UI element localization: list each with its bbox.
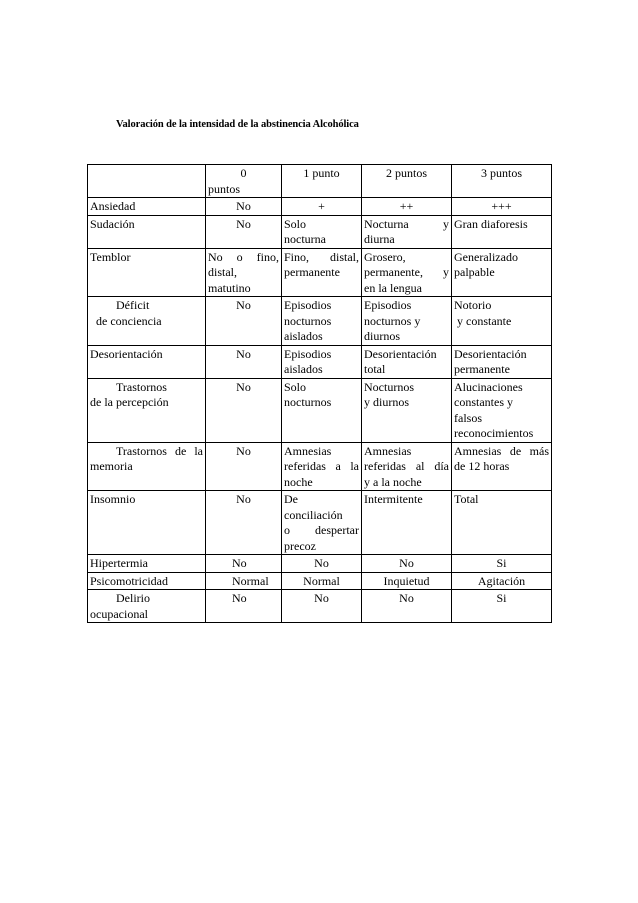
row-label-memoria: Trastornos de la memoria [88, 442, 206, 491]
cell-value: Generalizado palpable [452, 248, 552, 297]
row-label-ansiedad: Ansiedad [88, 198, 206, 216]
cell-value: Notorio y constante [452, 297, 552, 346]
table-row [88, 297, 552, 346]
row-label-percepcion: Trastornos de la percepción [88, 378, 206, 442]
table-row [88, 442, 552, 491]
header-3-puntos: 3 puntos [452, 165, 552, 198]
cell-value: No [206, 590, 282, 623]
table-row [88, 590, 552, 623]
table-row [88, 491, 552, 555]
cell-value: No [206, 215, 282, 248]
cell-value: No [206, 442, 282, 491]
row-label-deficit: Déficit de conciencia [88, 297, 206, 346]
table-header-row [88, 165, 552, 198]
cell-value: No [362, 555, 452, 573]
cell-value: Normal [282, 572, 362, 590]
cell-value: No [206, 378, 282, 442]
cell-value: No [206, 491, 282, 555]
cell-value: + [282, 198, 362, 216]
cell-value: Fino, distal, permanente [282, 248, 362, 297]
header-empty-cell [88, 165, 206, 198]
cell-value: Normal [206, 572, 282, 590]
cell-value: Inquietud [362, 572, 452, 590]
cell-value: Amnesias referidas a la noche [282, 442, 362, 491]
cell-value: Episodios aislados [282, 345, 362, 378]
cell-value: Desorientación total [362, 345, 452, 378]
cell-value: Alucinaciones constantes y falsos reconocimientos [452, 378, 552, 442]
cell-value: Intermitente [362, 491, 452, 555]
header-2-puntos: 2 puntos [362, 165, 452, 198]
table-row [88, 555, 552, 573]
table-row [88, 572, 552, 590]
cell-value: +++ [452, 198, 552, 216]
document-title: Valoración de la intensidad de la abstinencia Alcohólica [116, 119, 359, 130]
cell-value: Episodios nocturnos y diurnos [362, 297, 452, 346]
cell-value: Gran diaforesis [452, 215, 552, 248]
cell-value: Solo nocturnos [282, 378, 362, 442]
cell-value: Agitación [452, 572, 552, 590]
cell-value: Si [452, 555, 552, 573]
cell-value: Amnesias referidas al día y a la noche [362, 442, 452, 491]
row-label-delirio: Delirio ocupacional [88, 590, 206, 623]
row-label-insomnio: Insomnio [88, 491, 206, 555]
row-label-desorientacion: Desorientación [88, 345, 206, 378]
row-label-temblor: Temblor [88, 248, 206, 297]
cell-value: Solo nocturna [282, 215, 362, 248]
cell-value: Episodios nocturnos aislados [282, 297, 362, 346]
cell-value: No [206, 555, 282, 573]
cell-value: Nocturna y diurna [362, 215, 452, 248]
table-row [88, 248, 552, 297]
cell-value: No [206, 297, 282, 346]
table-row [88, 345, 552, 378]
cell-value: Desorientación permanente [452, 345, 552, 378]
header-1-punto: 1 punto [282, 165, 362, 198]
header-0-puntos: 0 puntos [206, 165, 282, 198]
cell-value: Amnesias de más de 12 horas [452, 442, 552, 491]
cell-value: No [362, 590, 452, 623]
cell-value: No o fino, distal, matutino [206, 248, 282, 297]
cell-value: No [282, 590, 362, 623]
cell-value: No [282, 555, 362, 573]
cell-value: ++ [362, 198, 452, 216]
abstinence-severity-table [87, 164, 552, 623]
table-row [88, 378, 552, 442]
table-row [88, 215, 552, 248]
cell-value: De conciliación o despertar precoz [282, 491, 362, 555]
cell-value: Si [452, 590, 552, 623]
table-row [88, 198, 552, 216]
cell-value: Total [452, 491, 552, 555]
row-label-sudacion: Sudación [88, 215, 206, 248]
cell-value: Grosero, permanente, y en la lengua [362, 248, 452, 297]
cell-value: Nocturnos y diurnos [362, 378, 452, 442]
row-label-hipertermia: Hipertermia [88, 555, 206, 573]
cell-value: No [206, 198, 282, 216]
row-label-psicomotricidad: Psicomotricidad [88, 572, 206, 590]
cell-value: No [206, 345, 282, 378]
